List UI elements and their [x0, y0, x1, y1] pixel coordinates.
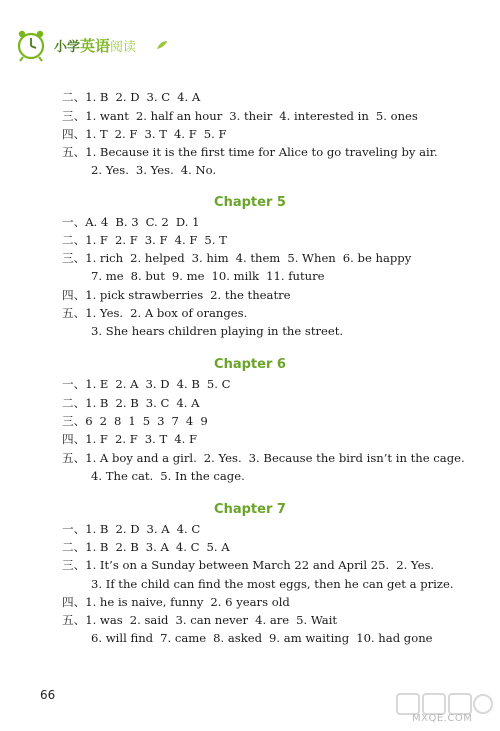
answer-line: [62, 432, 204, 446]
answer-item: 一、A. 4: [62, 215, 109, 229]
answer-item: 2. A: [115, 377, 139, 391]
answer-item: 5. When: [287, 251, 336, 265]
answer-line: [62, 90, 207, 104]
answer-item: 9. me: [171, 269, 205, 283]
answer-item: 3. Yes.: [135, 163, 174, 177]
leaf-icon: [156, 40, 168, 50]
answer-item: 8: [113, 414, 122, 428]
answer-item: 4. F: [174, 233, 198, 247]
answer-item: 2. F: [114, 127, 138, 141]
answer-item: 4. No.: [180, 163, 217, 177]
answer-item: 五、1. Yes.: [62, 306, 124, 320]
answer-item: 3. T: [144, 127, 167, 141]
answer-item: 一、1. B: [62, 522, 109, 536]
answer-item: 3. D: [145, 377, 170, 391]
answer-item: 4: [185, 414, 194, 428]
brand-part2: 英语: [80, 37, 111, 55]
answer-item: 四、1. F: [62, 432, 108, 446]
answer-item: 7. me: [91, 269, 124, 283]
answer-item: 3. their: [229, 109, 273, 123]
answer-line: [91, 577, 461, 591]
answer-item: 四、1. pick strawberries: [62, 288, 204, 302]
answer-item: B. 3: [115, 215, 139, 229]
answer-item: 2. B: [115, 540, 139, 554]
answer-line: [62, 127, 234, 141]
answer-item: 2. half an hour: [135, 109, 223, 123]
answer-item: 10. milk: [211, 269, 260, 283]
answer-item: 3. can never: [175, 613, 249, 627]
answer-line: [62, 377, 237, 391]
answer-line: [62, 396, 207, 410]
answer-line: [62, 558, 441, 572]
book-header: [14, 28, 214, 62]
answer-item: 三、1. rich: [62, 251, 124, 265]
answer-item: 5. A: [206, 540, 230, 554]
answer-line: [62, 451, 472, 465]
answer-item: 5. ones: [375, 109, 418, 123]
answer-item: 4. F: [173, 127, 197, 141]
answer-item: 2. A box of oranges.: [130, 306, 248, 320]
brand-title: [54, 35, 136, 56]
answer-line: [62, 306, 254, 320]
watermark-text: MXQE.COM: [412, 713, 473, 724]
answer-item: 4. A: [177, 90, 201, 104]
answer-item: 2. Yes.: [203, 451, 242, 465]
answer-item: 5. In the cage.: [160, 469, 245, 483]
answer-item: 3: [157, 414, 165, 428]
page-number: 66: [40, 688, 56, 702]
answer-line: [62, 251, 418, 265]
answer-item: 四、1. T: [62, 127, 108, 141]
answer-item: 2. said: [129, 613, 169, 627]
clock-logo-icon: [14, 28, 48, 62]
answer-item: 五、1. A boy and a girl.: [62, 451, 197, 465]
answer-item: 3. She hears children playing in the street.: [91, 324, 344, 338]
answer-item: 2. helped: [130, 251, 185, 265]
answer-item: 三、1. want: [62, 109, 129, 123]
chapter-heading: Chapter 5: [214, 195, 286, 210]
answer-item: 二、1. B: [62, 90, 109, 104]
answer-item: 7. came: [160, 631, 207, 645]
answer-item: 4. are: [255, 613, 290, 627]
answer-item: 一、1. E: [62, 377, 109, 391]
answer-item: 3. him: [191, 251, 229, 265]
answer-line: [62, 233, 234, 247]
answer-item: 二、1. B: [62, 540, 109, 554]
answer-item: 5. F: [203, 127, 227, 141]
chapter-heading: Chapter 7: [214, 502, 286, 517]
answer-item: 3. If the child can find the most eggs, then he can get a prize.: [91, 577, 454, 591]
answer-item: 4. The cat.: [91, 469, 154, 483]
answer-item: 3. C: [146, 90, 171, 104]
brand-part3: 阅读: [110, 40, 137, 55]
answer-item: 二、1. B: [62, 396, 109, 410]
answer-item: 7: [171, 414, 179, 428]
answer-item: 2. the theatre: [210, 288, 291, 302]
answer-item: 11. future: [266, 269, 325, 283]
answer-item: 3. A: [145, 540, 169, 554]
answer-item: 9. am waiting: [269, 631, 350, 645]
answer-line: [62, 145, 445, 159]
answer-item: 2. F: [114, 432, 138, 446]
answer-line: [62, 522, 207, 536]
answer-item: 三、6: [62, 414, 93, 428]
answer-item: 2. F: [114, 233, 138, 247]
answer-item: 2. D: [115, 522, 140, 536]
answer-item: 4. B: [176, 377, 200, 391]
answer-item: 2. B: [115, 396, 139, 410]
answer-item: 4. A: [176, 396, 200, 410]
answer-item: 4. C: [175, 540, 200, 554]
answer-item: 3. Because the bird isn’t in the cage.: [248, 451, 465, 465]
answer-item: 三、1. It’s on a Sunday between March 22 and April 25.: [62, 558, 390, 572]
answer-item: 五、1. Because it is the first time for Alice to go traveling by air.: [62, 145, 438, 159]
answer-item: 4. interested in: [279, 109, 369, 123]
answer-item: 6. will find: [91, 631, 154, 645]
answer-item: 9: [200, 414, 208, 428]
answer-item: 10. had gone: [356, 631, 433, 645]
answer-item: 4. them: [235, 251, 281, 265]
brand-part1: 小学: [54, 40, 81, 55]
answer-line: [91, 163, 223, 177]
answer-item: 8. but: [130, 269, 165, 283]
answer-line: [62, 613, 344, 627]
answer-line: [91, 269, 332, 283]
answer-item: 1: [128, 414, 136, 428]
answer-item: 2: [99, 414, 107, 428]
answer-item: 二、1. F: [62, 233, 108, 247]
answer-item: 6. be happy: [342, 251, 412, 265]
answer-line: [91, 631, 440, 645]
answer-item: 5: [142, 414, 151, 428]
answer-item: C. 2: [145, 215, 169, 229]
answer-item: 8. asked: [213, 631, 263, 645]
answer-item: 5. Wait: [296, 613, 338, 627]
answer-item: 5. C: [206, 377, 231, 391]
answer-item: D. 1: [175, 215, 200, 229]
answer-item: 4. F: [174, 432, 198, 446]
chapter-heading: Chapter 6: [214, 357, 286, 372]
answer-item: 3. T: [144, 432, 168, 446]
answer-item: 3. C: [145, 396, 170, 410]
answer-item: 4. C: [176, 522, 201, 536]
answer-line: [62, 109, 425, 123]
answer-line: [62, 215, 206, 229]
answer-item: 2. Yes.: [91, 163, 129, 177]
answer-line: [62, 595, 297, 609]
answer-item: 五、1. was: [62, 613, 123, 627]
answer-item: 2. Yes.: [396, 558, 435, 572]
answer-item: 5. T: [204, 233, 227, 247]
answer-line: [91, 469, 252, 483]
answer-item: 3. A: [146, 522, 170, 536]
answer-line: [62, 288, 298, 302]
answer-line: [91, 324, 350, 338]
answer-item: 2. 6 years old: [210, 595, 290, 609]
answer-line: [62, 414, 215, 428]
answer-item: 2. D: [115, 90, 140, 104]
answer-line: [62, 540, 237, 554]
answer-item: 3. F: [144, 233, 168, 247]
answer-item: 四、1. he is naive, funny: [62, 595, 204, 609]
